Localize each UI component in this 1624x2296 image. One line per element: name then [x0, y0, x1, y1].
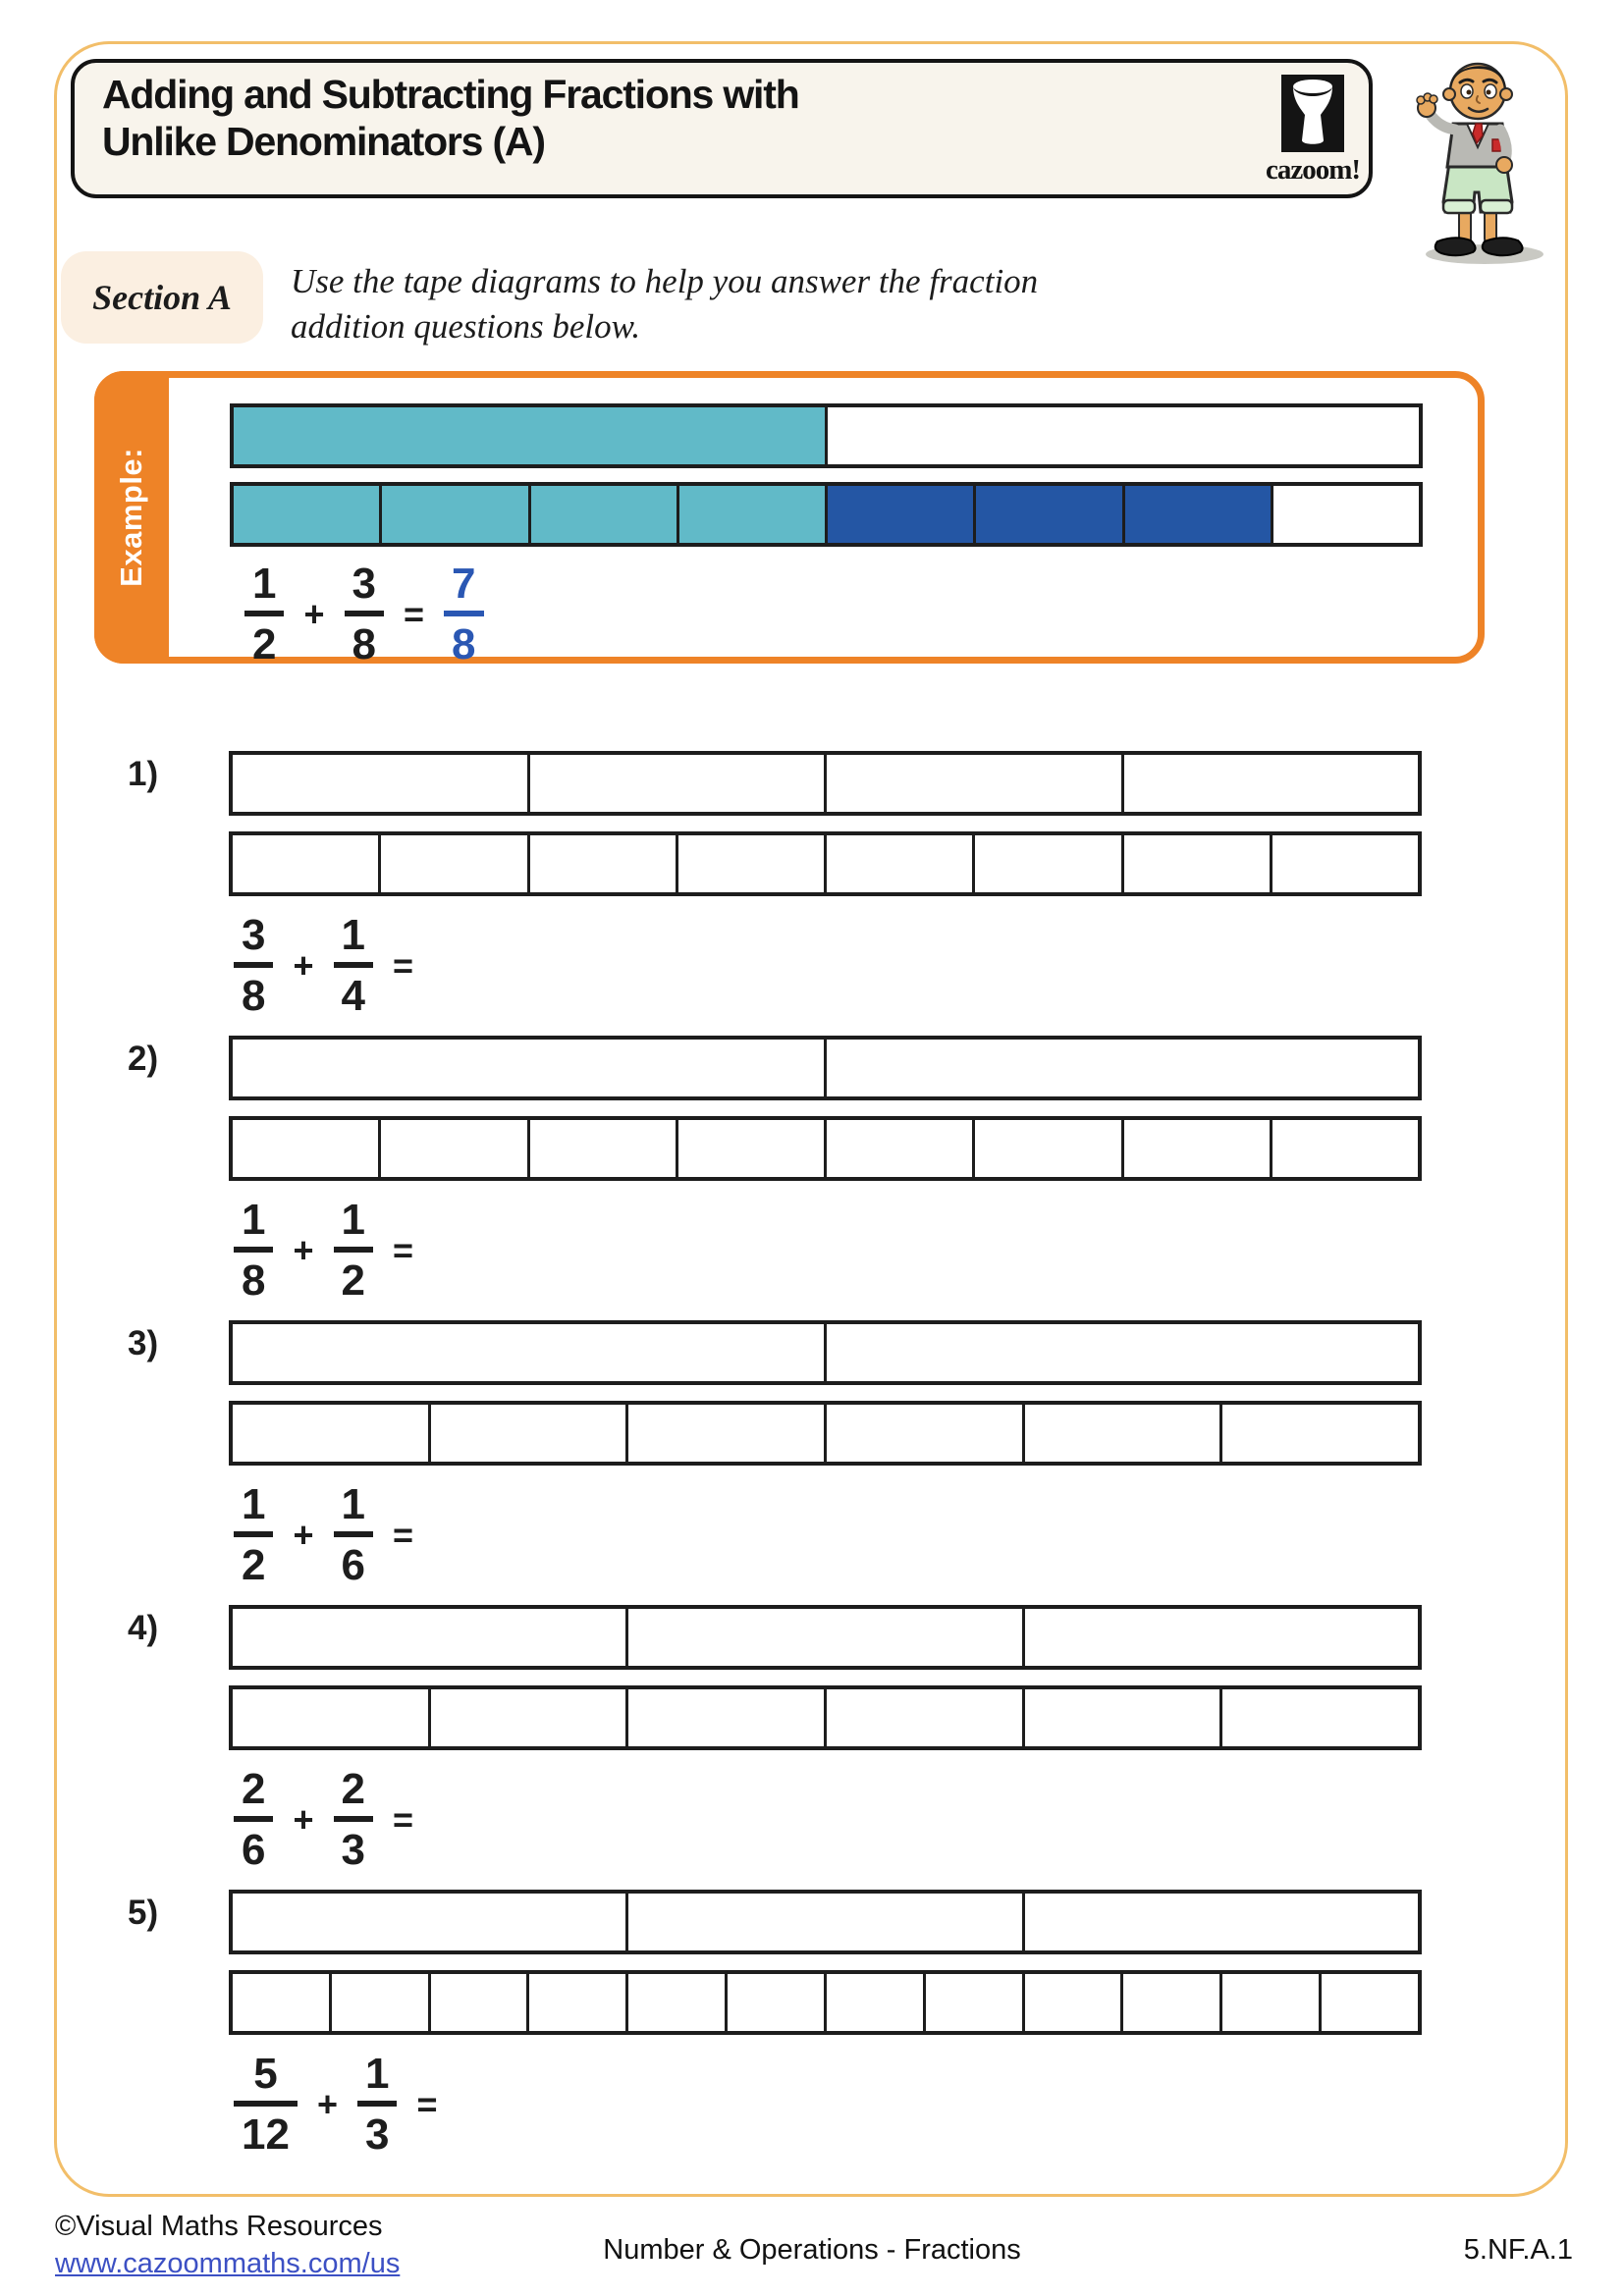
tape-cell-teal [234, 486, 382, 543]
tape-cell-white [233, 1689, 431, 1746]
page-title [102, 71, 799, 166]
tape-cell-white [827, 1689, 1025, 1746]
tape-cell-white [233, 1974, 332, 2031]
tape-cell-white [1272, 1120, 1418, 1177]
question-number: 1) [128, 755, 159, 793]
fraction-b [357, 2050, 397, 2159]
tape-cell-white [233, 1324, 827, 1381]
tape-cell-white [628, 1974, 728, 2031]
fraction-b-numerator: 1 [341, 1196, 365, 1244]
tape-cell-white [1025, 1894, 1418, 1950]
title-line-2: Unlike Denominators (A) [102, 119, 545, 165]
fraction-a [244, 560, 284, 668]
tape-cell-white [1124, 835, 1272, 892]
instructions-line-2: addition questions below. [291, 306, 641, 346]
tape-cell-white [1025, 1609, 1418, 1666]
fraction-a [234, 1765, 273, 1874]
tape-cell-white [233, 1609, 628, 1666]
question-number: 3) [128, 1324, 159, 1362]
fraction-b-numerator: 3 [352, 560, 376, 608]
footer-standard-code: 5.NF.A.1 [1463, 2234, 1573, 2266]
fraction-a [234, 911, 273, 1020]
fraction-b [334, 1196, 373, 1305]
fraction-a-denominator: 8 [234, 962, 273, 1016]
equals-sign: = [416, 2083, 438, 2124]
fraction-b [334, 1480, 373, 1589]
tape-cell-white [1123, 1974, 1222, 2031]
tape-cell-white [728, 1974, 827, 2031]
fraction-b-numerator: 1 [341, 1480, 365, 1528]
fraction-b-numerator: 1 [364, 2050, 390, 2098]
tape-cell-white [827, 1040, 1418, 1096]
question-equation [234, 1765, 417, 1874]
fraction-b [334, 911, 373, 1020]
tape-cell-white [529, 1974, 628, 2031]
question-equation [234, 1480, 417, 1589]
instructions-line-1: Use the tape diagrams to help you answer the fraction [291, 262, 1039, 300]
tape-cell-white [628, 1609, 1024, 1666]
fraction-b-numerator: 2 [341, 1765, 365, 1813]
tape-cell-white [628, 1894, 1024, 1950]
tape-cell-white [381, 1120, 529, 1177]
fraction-a-numerator: 5 [253, 2050, 278, 2098]
question-tape-bottom [229, 1116, 1422, 1181]
copyright-text: ©Visual Maths Resources [55, 2211, 383, 2242]
example-tape-halves [230, 403, 1423, 468]
footer-strand: Number & Operations - Fractions [603, 2234, 1021, 2266]
tape-cell-white [233, 1405, 431, 1462]
fraction-a [234, 2050, 298, 2159]
tape-cell-blue [1125, 486, 1273, 543]
title-line-1: Adding and Subtracting Fractions with [102, 72, 799, 117]
fraction-a-numerator: 2 [242, 1765, 266, 1813]
tape-cell-white [1322, 1974, 1418, 2031]
tape-cell-white [1222, 1689, 1418, 1746]
tape-cell-teal [679, 486, 828, 543]
tape-cell-white [827, 1120, 975, 1177]
question-number: 4) [128, 1609, 159, 1647]
tape-cell-white [1025, 1689, 1223, 1746]
tape-cell-white [827, 1405, 1025, 1462]
logo-wordmark: cazoom! [1265, 154, 1361, 186]
tape-cell-white [233, 1120, 381, 1177]
fraction-result [444, 560, 483, 668]
question-tape-bottom [229, 831, 1422, 896]
title-box [71, 59, 1373, 198]
tape-cell-teal [382, 486, 530, 543]
fraction-a-denominator: 2 [234, 1531, 273, 1585]
question-block [0, 751, 1624, 1036]
example-tab [94, 371, 169, 664]
tape-cell-white [431, 1405, 629, 1462]
equals-sign: = [393, 944, 414, 986]
section-label: Section A [61, 251, 263, 344]
fraction-b-numerator: 1 [341, 911, 365, 959]
fraction-a-denominator: 12 [234, 2101, 298, 2155]
tape-cell-white [530, 835, 678, 892]
tape-cell-white [431, 1974, 530, 2031]
tape-cell-white [827, 835, 975, 892]
tape-cell-white [926, 1974, 1025, 2031]
tape-cell-white [233, 1894, 628, 1950]
tape-cell-white [381, 835, 529, 892]
tape-cell-white [1025, 1974, 1124, 2031]
question-block [0, 1320, 1624, 1605]
question-tape-bottom [229, 1401, 1422, 1466]
fraction-b [334, 1765, 373, 1874]
tape-cell-white [678, 835, 827, 892]
cazoom-logo [1249, 75, 1377, 187]
tape-cell-white [431, 1689, 629, 1746]
question-block [0, 1890, 1624, 2174]
tape-cell-white [1273, 486, 1419, 543]
tape-cell-white [332, 1974, 431, 2031]
equals-sign: = [393, 1798, 414, 1840]
plus-sign: + [316, 2083, 338, 2124]
fraction-result-numerator: 7 [452, 560, 476, 608]
tape-cell-white [827, 1974, 926, 2031]
tape-cell-white [628, 1689, 827, 1746]
tape-cell-white [530, 1120, 678, 1177]
question-block [0, 1605, 1624, 1890]
question-equation [234, 2050, 442, 2159]
question-tape-top [229, 751, 1422, 816]
question-tape-top [229, 1036, 1422, 1100]
tape-cell-white [827, 755, 1124, 812]
tape-cell-white [233, 755, 530, 812]
tape-cell-white [975, 835, 1123, 892]
tape-cell-white [1124, 1120, 1272, 1177]
question-block [0, 1036, 1624, 1320]
boy-mascot-illustration [1394, 45, 1559, 269]
equals-sign: = [393, 1514, 414, 1555]
tape-cell-white [233, 1040, 827, 1096]
fraction-a-numerator: 1 [252, 560, 277, 608]
tape-cell-white [530, 755, 828, 812]
tape-cell-blue [828, 486, 976, 543]
tape-cell-white [233, 835, 381, 892]
fraction-b-denominator: 3 [334, 1816, 373, 1870]
tape-cell-teal [531, 486, 679, 543]
fraction-a [234, 1196, 273, 1305]
tape-cell-white [678, 1120, 827, 1177]
plus-sign: + [293, 1514, 314, 1555]
question-number: 5) [128, 1894, 159, 1932]
example-equation [244, 560, 484, 668]
question-number: 2) [128, 1040, 159, 1078]
question-tape-bottom [229, 1685, 1422, 1750]
fraction-b-denominator: 8 [345, 611, 384, 665]
tape-cell-white [975, 1120, 1123, 1177]
question-tape-top [229, 1890, 1422, 1954]
drum-icon [1281, 75, 1344, 152]
question-tape-bottom [229, 1970, 1422, 2035]
fraction-a-numerator: 3 [242, 911, 266, 959]
fraction-a-denominator: 8 [234, 1247, 273, 1301]
equals-sign: = [404, 593, 425, 634]
plus-sign: + [303, 593, 325, 634]
question-tape-top [229, 1320, 1422, 1385]
fraction-a-denominator: 2 [244, 611, 284, 665]
fraction-a-denominator: 6 [234, 1816, 273, 1870]
tape-cell-white [1272, 835, 1418, 892]
tape-cell-white [1222, 1974, 1322, 2031]
plus-sign: + [293, 944, 314, 986]
fraction-a [234, 1480, 273, 1589]
fraction-a-numerator: 1 [242, 1480, 266, 1528]
fraction-b-denominator: 4 [334, 962, 373, 1016]
tape-cell-white [1124, 755, 1419, 812]
fraction-b [345, 560, 384, 668]
tape-cell-white [828, 407, 1419, 464]
tape-cell-white [628, 1405, 827, 1462]
fraction-a-numerator: 1 [242, 1196, 266, 1244]
example-box [94, 371, 1485, 668]
tape-cell-white [1025, 1405, 1223, 1462]
cazoom-link[interactable]: www.cazoommaths.com/us [55, 2247, 401, 2279]
fraction-result-denominator: 8 [444, 611, 483, 665]
question-equation [234, 911, 417, 1020]
question-equation [234, 1196, 417, 1305]
example-tab-label: Example: [114, 448, 148, 587]
tape-cell-white [1222, 1405, 1418, 1462]
tape-cell-teal [234, 407, 828, 464]
plus-sign: + [293, 1798, 314, 1840]
equals-sign: = [393, 1229, 414, 1270]
example-tape-eighths [230, 482, 1423, 547]
tape-cell-blue [976, 486, 1124, 543]
fraction-b-denominator: 3 [357, 2101, 397, 2155]
section-instructions [291, 259, 1038, 348]
fraction-b-denominator: 6 [334, 1531, 373, 1585]
tape-cell-white [827, 1324, 1418, 1381]
question-tape-top [229, 1605, 1422, 1670]
plus-sign: + [293, 1229, 314, 1270]
fraction-b-denominator: 2 [334, 1247, 373, 1301]
